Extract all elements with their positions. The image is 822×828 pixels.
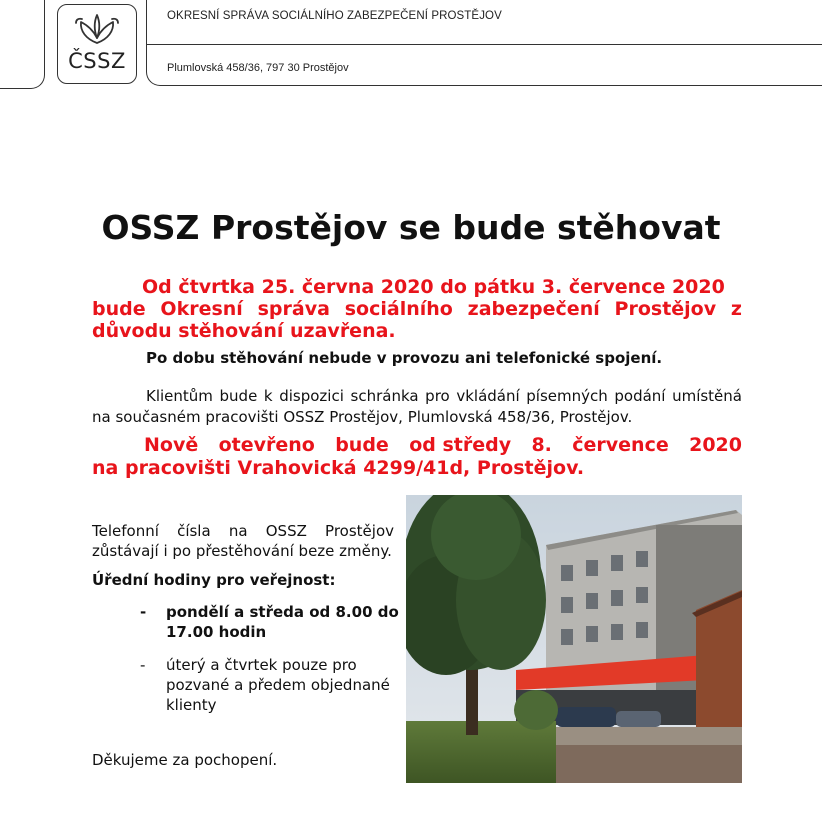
reopen-word: 8. [531, 434, 552, 456]
reopening-notice [92, 434, 742, 480]
organization-name: OKRESNÍ SPRÁVA SOCIÁLNÍHO ZABEZPEČENÍ PROSTĚJOV [167, 10, 502, 22]
reopening-location: na pracovišti Vrahovická 4299/41d, Prostějov. [92, 457, 585, 479]
cssz-logo [57, 4, 137, 84]
list-dash: - [140, 656, 146, 674]
phone-unavailable-notice: Po dobu stěhování nebude v provozu ani telefonické spojení. [146, 349, 663, 367]
office-hours-heading: Úřední hodiny pro veřejnost: [92, 571, 336, 589]
letterhead-divider [146, 44, 822, 45]
reopen-word: bude [335, 434, 389, 456]
reopen-word: od středy [409, 434, 512, 456]
reopen-word: Nově [144, 434, 199, 456]
closure-dates: Od čtvrtka 25. června 2020 do pátku 3. července 2020 [142, 276, 725, 298]
list-dash: - [140, 603, 147, 621]
reopening-date-line [92, 434, 742, 457]
closure-reason: bude Okresní správa sociálního zabezpečení Prostějov z důvodu stěhování uzavřena. [92, 298, 742, 342]
letterhead-left-frame [0, 0, 45, 89]
page-title: OSSZ Prostějov se bude stěhovat [101, 208, 721, 247]
list-item [140, 602, 400, 642]
reopen-word: otevřeno [218, 434, 315, 456]
organization-address: Plumlovská 458/36, 797 30 Prostějov [167, 62, 349, 74]
thank-you-note: Děkujeme za pochopení. [92, 751, 278, 769]
office-hours-list [140, 602, 400, 728]
reopen-word: 2020 [689, 434, 742, 456]
hours-text: úterý a čtvrtek pouze pro pozvané a předem objednané klienty [166, 656, 390, 714]
tulip-logo-icon [74, 12, 120, 46]
closure-notice [92, 276, 742, 342]
hours-text: pondělí a středa od 8.00 do 17.00 hodin [166, 603, 399, 641]
reopen-word: července [572, 434, 669, 456]
list-item [140, 655, 400, 715]
phone-numbers-info: Telefonní čísla na OSSZ Prostějov zůstávají i po přestěhování beze změny. [92, 522, 394, 560]
building-photo [406, 495, 742, 783]
logo-text: ČSSZ [68, 49, 126, 73]
mailbox-info: Klientům bude k dispozici schránka pro vkládání písemných podání umístěná na současném pracovišti OSSZ Prostějov, Plumlovská 458/36, Prostějov. [92, 387, 742, 426]
